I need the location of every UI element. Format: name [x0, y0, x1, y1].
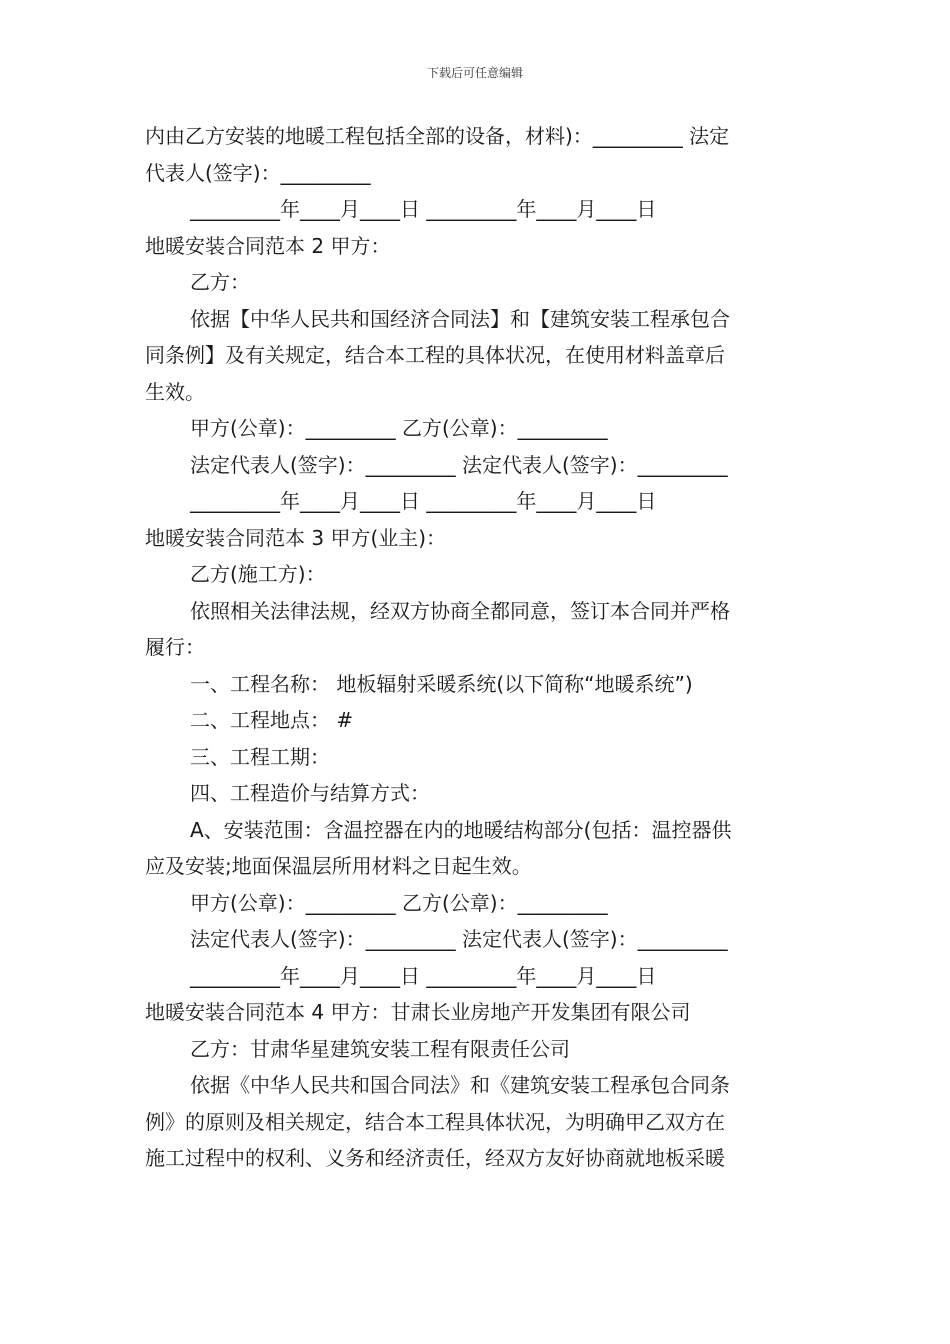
text-line: A、安装范围：含温控器在内的地暖结构部分(包括：温控器供 [190, 817, 732, 842]
text-line: 代表人(签字)：_________ [145, 160, 371, 185]
text-line: 法定代表人(签字)：_________ 法定代表人(签字)：_________ [190, 927, 728, 951]
page-header: 下载后可任意编辑 [426, 66, 523, 80]
text-line: 法定代表人(签字)：_________ 法定代表人(签字)：_________ [190, 452, 728, 477]
text-line: 生效。 [145, 379, 205, 404]
text-line: _________年____月____日 _________年____月____日 [190, 197, 657, 221]
text-line: 乙方(施工方)： [190, 562, 326, 586]
text-line: 二、工程地点： # [190, 708, 354, 732]
text-line: 同条例】及有关规定，结合本工程的具体状况，在使用材料盖章后 [145, 343, 725, 367]
text-line: 地暖安装合同范本 4 甲方：甘肃长业房地产开发集团有限公司 [145, 1000, 691, 1024]
text-line: 内由乙方安装的地暖工程包括全部的设备，材料)：_________ 法定 [145, 124, 730, 148]
text-line: 乙方： [190, 270, 250, 294]
text-line: _________年____月____日 _________年____月____日 [190, 489, 657, 513]
text-line: 例》的原则及相关规定，结合本工程具体状况，为明确甲乙双方在 [145, 1109, 725, 1134]
text-line: 甲方(公章)：_________ 乙方(公章)：_________ [190, 890, 608, 915]
text-line: 地暖安装合同范本 2 甲方： [145, 233, 391, 258]
text-line: 依照相关法律法规，经双方协商全都同意，签订本合同并严格 [190, 598, 730, 623]
document-body [145, 118, 809, 1177]
text-line: 地暖安装合同范本 3 甲方(业主)： [145, 525, 447, 550]
text-line: 施工过程中的权利、义务和经济责任，经双方友好协商就地板采暖 [145, 1146, 725, 1170]
text-line: 甲方(公章)：_________ 乙方(公章)：_________ [190, 416, 608, 440]
text-line: 履行： [145, 635, 205, 659]
text-line: 四、工程造价与结算方式： [190, 781, 430, 805]
text-line: 依据【中华人民共和国经济合同法】和【建筑安装工程承包合 [190, 306, 730, 331]
text-line: 三、工程工期： [190, 744, 330, 769]
text-line: 乙方：甘肃华星建筑安装工程有限责任公司 [190, 1036, 570, 1061]
text-line: 一、工程名称： 地板辐射采暖系统(以下简称“地暖系统”) [190, 671, 693, 696]
text-line: 依据《中华人民共和国合同法》和《建筑安装工程承包合同条 [190, 1073, 730, 1097]
text-line: _________年____月____日 _________年____月____日 [190, 963, 657, 988]
text-line: 应及安装;地面保温层所用材料之日起生效。 [145, 854, 532, 878]
